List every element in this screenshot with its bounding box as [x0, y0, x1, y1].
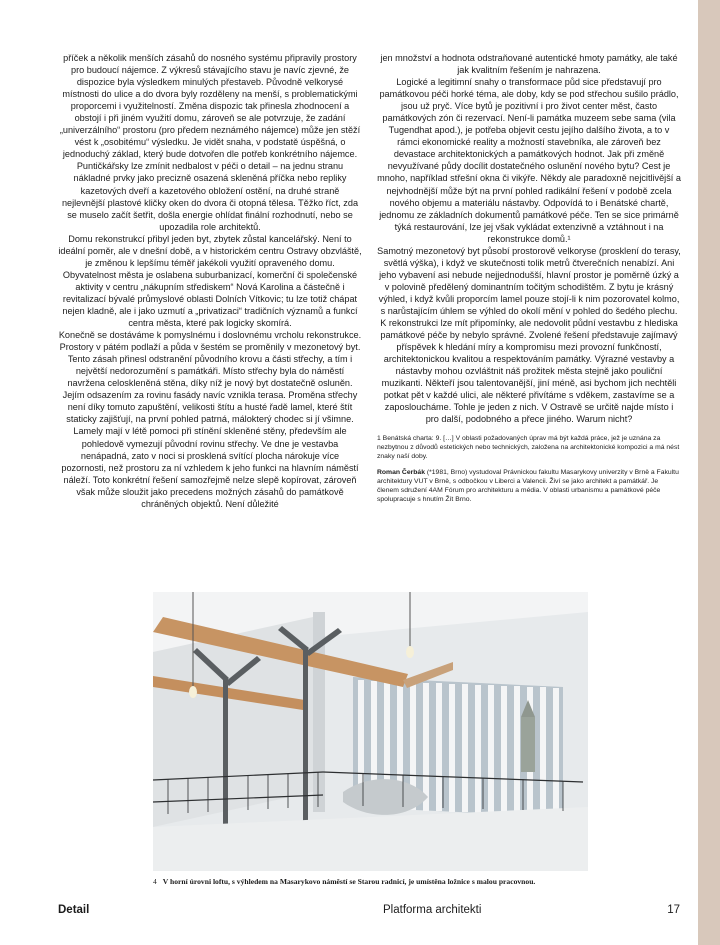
magazine-brand: Detail	[58, 904, 90, 916]
paragraph: Logické a legitimní snahy o transformace půd sice představují pro památkovou péči horké téma, ale doby, kdy se pod střechou sušilo prádlo, jsou už pryč. Více bytů je pozitivní i pro život center měst, často památkových zón či rezervací. Není-li památka muzeem sebe sama (vila Tugendhat apod.), je potřeba objevit cestu jejího dalšího života, a to v rámci ekonomické reality a možností stavebníka, ale zároveň bez devastace architektonických a památkových hodnot. Jak při změně nevyužívané půdy docílit dostatečného oslunění nového bytu? Cest je mnoho, například střešní okna či vikýře. Někdy ale paradoxně nejcitlivější a nejvhodnější může být na první pohled radikální řešení v podobě zcela nového objemu a materiálu nástavby. Odpovídá to i Benátské chartě, jednomu ze základních dokumentů památkové péče. Ten se sice primárně týká restaurování, lze jej však vykládat extenzivně a vztáhnout i na rekonstrukce domů.¹	[377, 77, 681, 244]
page-edge-band	[698, 0, 720, 945]
paragraph: příček a několik menších zásahů do nosného systému připravily prostory pro budoucí nájemce. Z výkresů stávajícího stavu je navíc zjevné, že dispozice byla výsledkem minulých přestaveb. Původně velkorysé místnosti do ulice a do dvora byly rozděleny na menší, s problematickými proporcemi i využitelností. Změna dispozic tak přinesla zhodnocení a obstojí i při jiném využití domu, zároveň se ale potvrzuje, že zadání „univerzálního“ prostoru (pro předem neznámého nájemce) může jen stěží vést k „osobitému“ výsledku. Je vidět snaha, v podstatě úspěšná, o jednoduchý základ, který bude dotvořen dle potřeb konkrétního nájemce. Puntičkářsky lze zmínit nedbalost v péči o detail – na jednu stranu nákladné prvky jako precizně osazená skleněná příčka nebo repliky kazetových dveří a kazetového obložení ostění, na druhé straně nejlevnější plastové kličky oken do dvora či otopná tělesa. Těžko říct, zda se muselo začít šetřit, došla energie ohlídat finální rozhodnutí, nebo se upozadila role architektů.	[59, 53, 361, 232]
paragraph: jen množství a hodnota odstraňované autentické hmoty památky, ale také jak kvalitním řešením je nahrazena.	[380, 53, 678, 76]
author-name: Roman Čerbák	[377, 469, 425, 477]
footnote: 1 Benátská charta: 9. […] V oblasti požadovaných úprav má být každá práce, jež je uznána za nezbytnou z důvodů estetických nebo technických, založena na architektonické kompozici a má nést znaky naší doby.	[377, 435, 680, 461]
page-number: 17	[667, 904, 680, 916]
article-column-right	[377, 52, 681, 505]
notes	[377, 435, 681, 504]
loft-photo-illustration	[153, 592, 588, 871]
author-bio	[377, 469, 681, 505]
paragraph: K rekonstrukci lze mít připomínky, ale nedovolit půdní vestavbu z hlediska památkové péče by nebylo správné. Zvolené řešení představuje zajímavý příspěvek k hledání míry a kompromisu mezi provozní funkčností, architektonickou kvalitou a respektováním památky. Výrazné vestavby a nástavby mohou ozvláštnit náš prožitek města stejně jako pouliční muzikanti. Někteří jsou talentovanější, jiní méně, asi bychom jich nechtěli potkat pět v každé ulici, ale některé přivítáme s vděkem, zastavíme se a zaposloucháme. Tohle je jeden z nich. V Ostravě se určitě najde místo i pro další, podobného a přece jiného. Warum nicht?	[380, 318, 678, 425]
loft-interior-photo	[153, 592, 588, 871]
author-bio-text: (*1981, Brno) vystudoval Právnickou fakultu Masarykovy univerzity v Brně a Fakultu architektury VUT v Brně, s odbočkou v Liberci a Valencii. Živí se jako architekt a památkář. Je členem sdružení 4AM Fórum pro architekturu a média. V oblasti urbanismu a památkové péče spolupracuje s hnutím Žít Brno.	[377, 469, 679, 503]
figure-caption	[153, 877, 613, 887]
paragraph: Samotný mezonetový byt působí prostorově velkoryse (prosklení do terasy, světlá výška), i když ve skutečnosti tolik metrů čtverečních nenabízí. Ani jeho vybavení asi nebude nejjednodušší, hlavní prostor je poměrně úzký a v polovině předělený dominantním točitým schodištěm. Z bytu je krásný výhled, i když kvůli proporcím lamel pouze stojí-li k nim pozorovatel kolmo, s narůstajícím úhlem se výhled do okolí mění v pohled do šedého plechu.	[377, 245, 681, 316]
section-name: Platforma architekti	[383, 904, 482, 916]
figure-number: 4	[153, 877, 157, 886]
paragraph: Domu rekonstrukcí přibyl jeden byt, zbytek zůstal kancelářský. Není to ideální poměr, ale v dnešní době, a v historickém centru Ostravy obzvláště, je změnou k lepšímu téměř jakékoli využití opraveného domu. Obyvatelnost města je oslabena suburbanizací, komerční či společenské aktivity v centru „nákupním střediskem“ Nová Karolina a částečně i revitalizací bývalé průmyslové oblasti Dolních Vítkovic; tu lze totiž chápat nejen kladně, ale i jako uzmutí a „privatizaci“ tradičních významů a funkcí centra města, které pak logicky skomírá.	[58, 233, 362, 329]
caption-text: V horní úrovni loftu, s výhledem na Masarykovo náměstí se Starou radnicí, je umístěna ložnice s malou pracovnou.	[162, 877, 536, 886]
article-column-left	[58, 52, 362, 510]
page-footer	[58, 904, 680, 920]
paragraph: Konečně se dostáváme k pomyslnému i doslovnému vrcholu rekonstrukce. Prostory v pátém podlaží a půda v šestém se proměnily v mezonetový byt. Tento zásah přinesl odstranění původního krovu a části střechy, a tím i největší nedorozumění s památkáři. Místo střechy byla do náměstí navržena celoskleněná stěna, díky níž je nový byt dostatečně osluněn. Jejím odsazením za rovinu fasády navíc vznikla terasa. Proměna střechy není díky tomuto zapuštění, velikosti štítu a husté řadě lamel, které štít staticky zajišťují, na první pohled patrná, málokterý chodec si jí všimne. Lamely mají v létě pomoci při stínění skleněné stěny, především ale pohledově vymezují původní rovinu střechy. Ve dne je vestavba nenápadná, zato v noci si prosklená svítící plocha nárokuje více pozornosti, než prostoru za ní vzhledem k jeho funkci na hlavním náměstí náleží. Toto konkrétní řešení samozřejmě nelze slepě kopírovat, zároveň však může sloužit jako precedens možných zásahů do památkově chráněných objektů. Není důležité	[58, 330, 362, 509]
